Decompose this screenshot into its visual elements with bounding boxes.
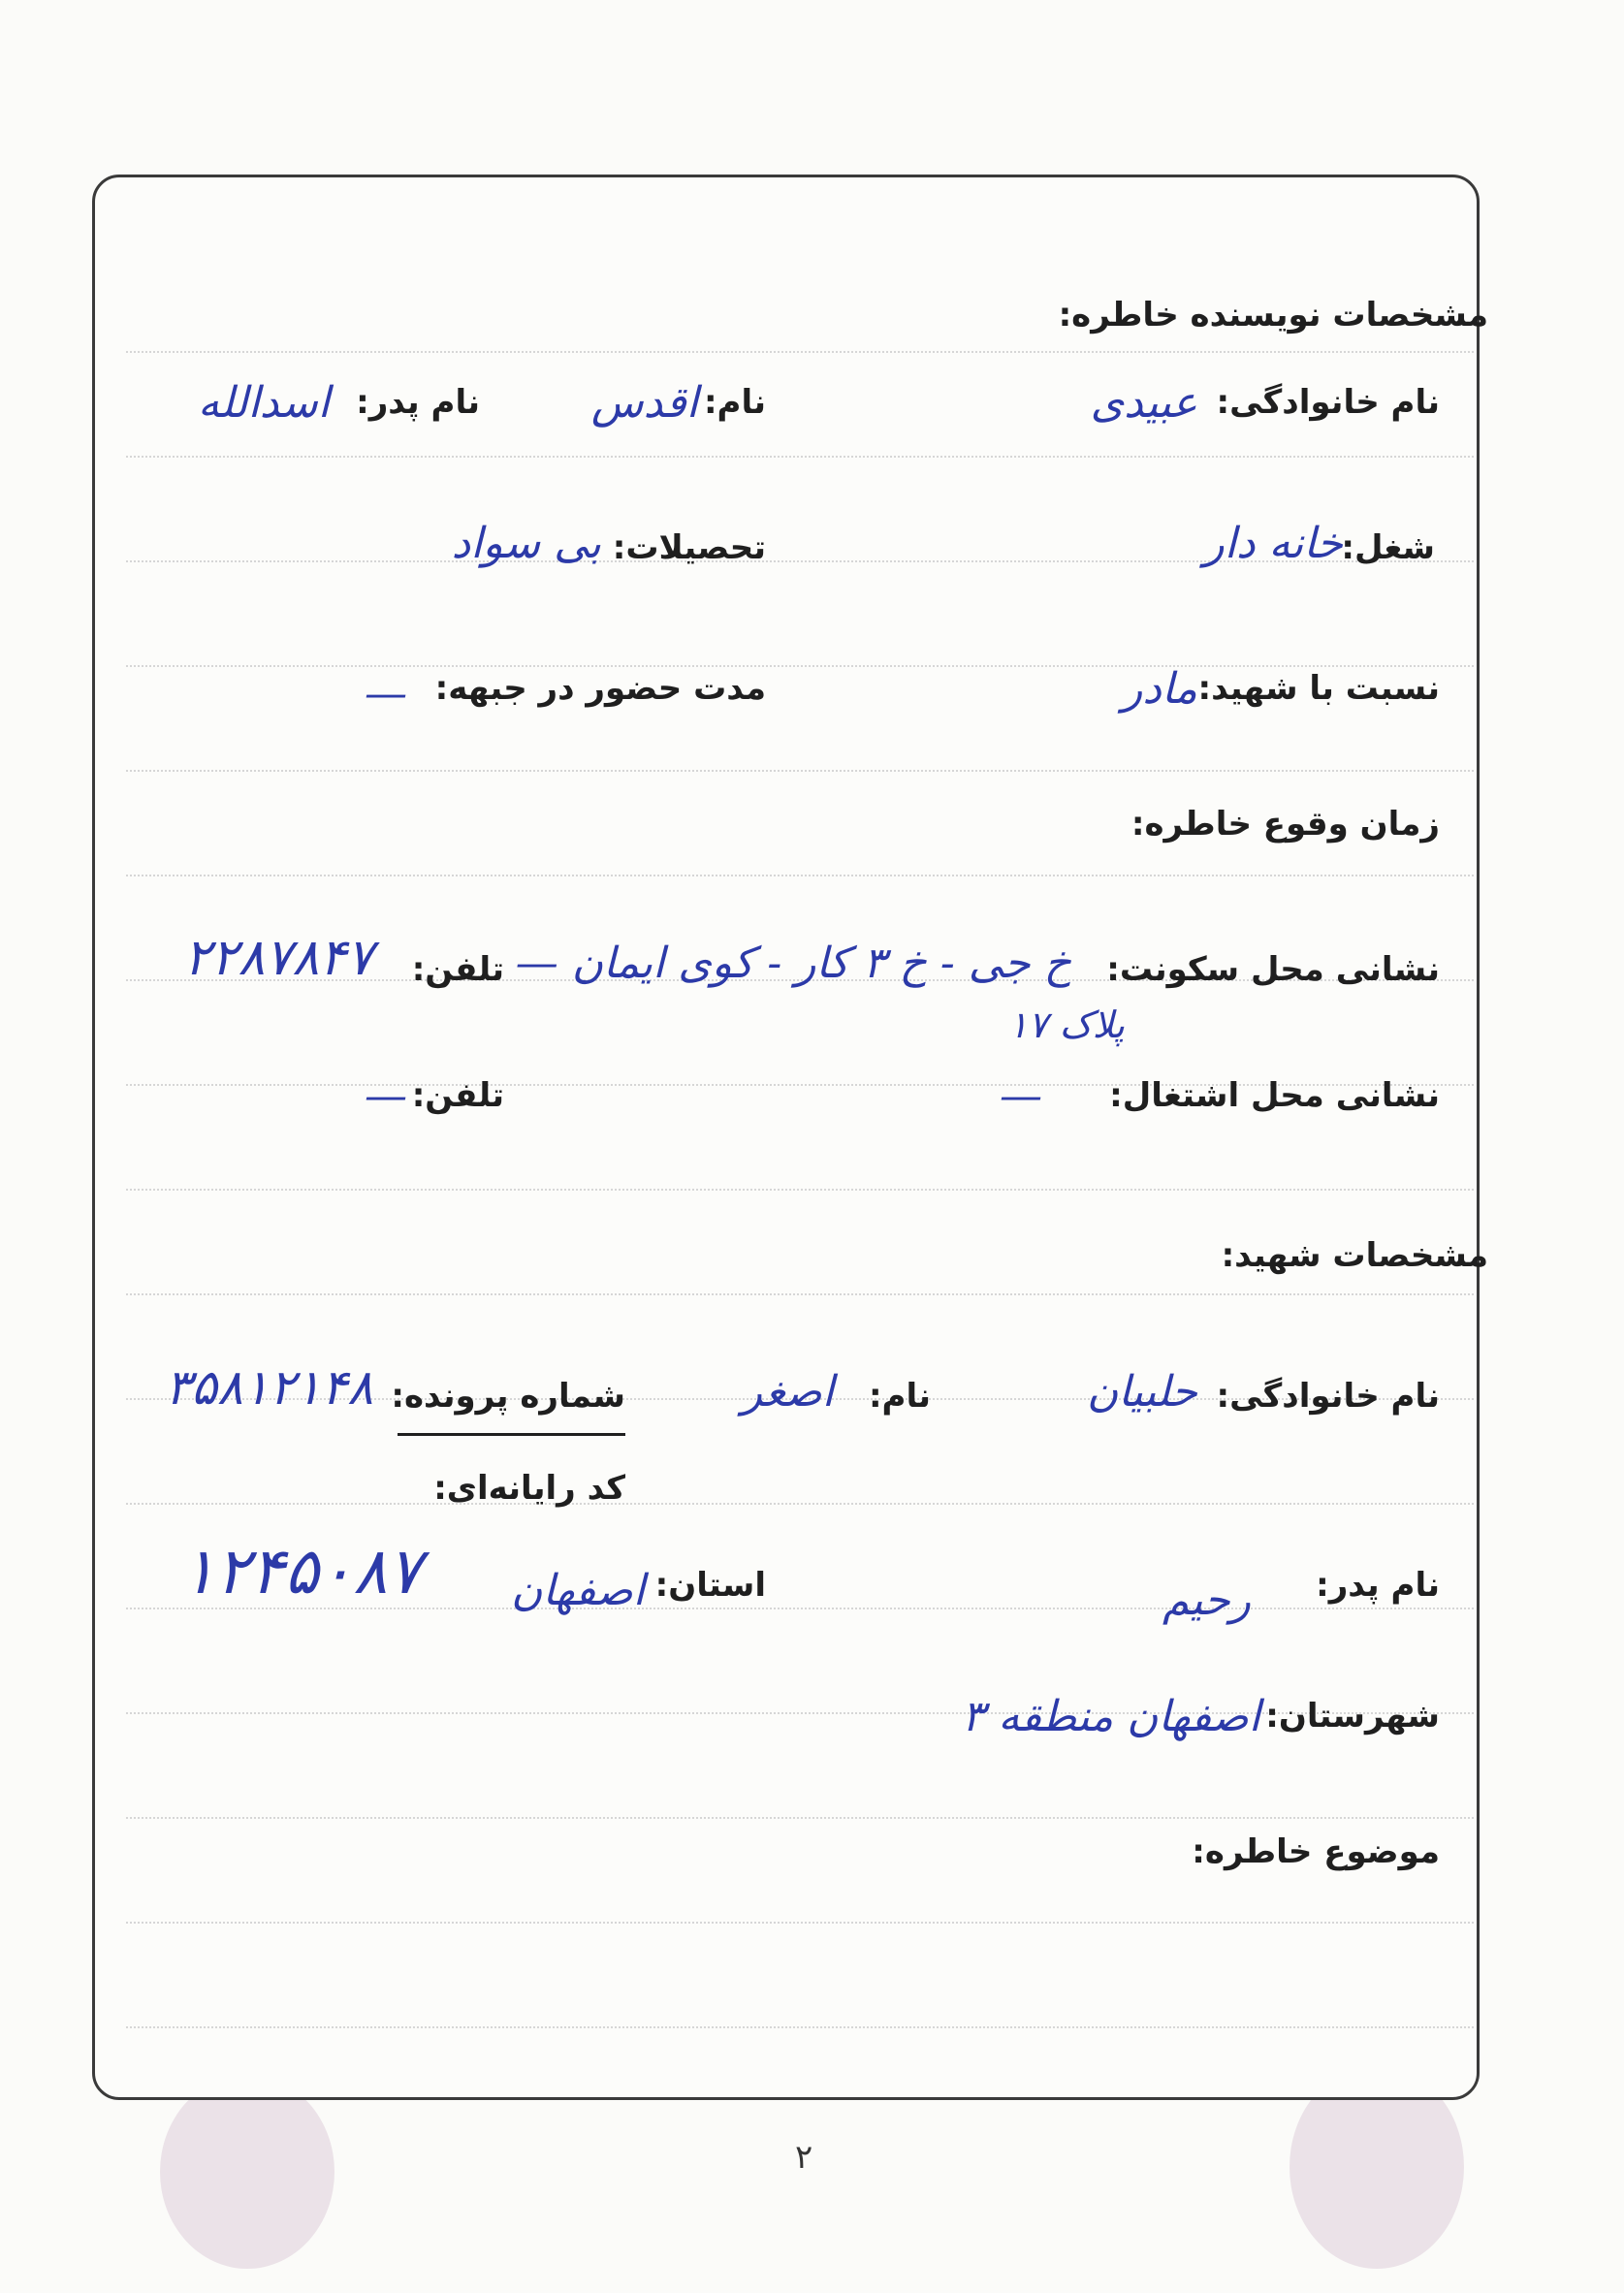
- ruled-line: [126, 1922, 1474, 1924]
- ruled-line: [126, 2026, 1474, 2028]
- writer-name-value: اقدس: [590, 378, 698, 428]
- ruled-line: [126, 770, 1474, 772]
- writer-education-label: تحصیلات:: [612, 528, 766, 567]
- martyr-section-title: مشخصات شهید:: [1221, 1236, 1488, 1275]
- martyr-father-name-value: رحیم: [1162, 1576, 1251, 1625]
- writer-home-phone-value: ۲۲۸۷۸۴۷: [183, 929, 373, 987]
- martyr-name-label: نام:: [868, 1377, 931, 1416]
- martyr-family-name-value: حلبیان: [1086, 1367, 1197, 1417]
- martyr-file-number-value: ۳۵۸۱۲۱۴۸: [165, 1359, 373, 1416]
- martyr-name-value: اصغر: [741, 1367, 834, 1417]
- writer-family-name-value: عبیدی: [1090, 378, 1197, 428]
- writer-name-label: نام:: [703, 383, 766, 422]
- writer-work-address-label: نشانی محل اشتغال:: [1109, 1076, 1440, 1115]
- martyr-file-number-label: شماره پرونده:: [391, 1377, 625, 1416]
- writer-work-phone-label: تلفن:: [411, 1076, 504, 1115]
- martyr-computer-code-value: ۱۲۴۵۰۸۷: [180, 1534, 422, 1608]
- writer-job-label: شغل:: [1341, 528, 1435, 567]
- writer-family-name-label: نام خانوادگی:: [1216, 383, 1440, 422]
- martyr-father-name-label: نام پدر:: [1316, 1566, 1440, 1605]
- writer-job-value: خانه دار: [1203, 519, 1343, 568]
- ruled-line: [126, 1293, 1474, 1295]
- file-number-underline: [398, 1433, 625, 1436]
- writer-section-title: مشخصات نویسنده خاطره:: [1058, 296, 1488, 334]
- writer-home-address-label: نشانی محل سکونت:: [1106, 950, 1440, 989]
- fingerprint-stamp-left: [160, 2075, 334, 2269]
- martyr-memory-subject-label: موضوع خاطره:: [1192, 1832, 1440, 1871]
- writer-education-value: بی سواد: [451, 519, 601, 568]
- martyr-province-value: اصفهان: [511, 1566, 645, 1615]
- ruled-line: [126, 456, 1474, 458]
- martyr-province-label: استان:: [654, 1566, 766, 1605]
- ruled-line: [126, 875, 1474, 876]
- writer-home-phone-label: تلفن:: [411, 950, 504, 989]
- ruled-line: [126, 1817, 1474, 1819]
- ruled-line: [126, 1503, 1474, 1505]
- writer-work-address-value: —: [1000, 1071, 1042, 1121]
- writer-front-duration-label: مدت حضور در جبهه:: [434, 669, 766, 708]
- ruled-line: [126, 665, 1474, 667]
- writer-relation-label: نسبت با شهید:: [1197, 669, 1440, 708]
- ruled-line: [126, 1189, 1474, 1191]
- writer-father-name-label: نام پدر:: [356, 383, 480, 422]
- writer-home-address-extra: پلاک ۱۷: [1007, 1003, 1125, 1046]
- martyr-county-value: اصفهان منطقه ۳: [961, 1692, 1260, 1741]
- writer-front-duration-value: —: [365, 669, 407, 718]
- ruled-line: [126, 351, 1474, 353]
- writer-home-address-value: خ جی - خ ۳ کار - کوی ایمان —: [515, 939, 1071, 988]
- page-number: ۲: [795, 2138, 813, 2177]
- martyr-computer-code-label: کد رایانه‌ای:: [433, 1469, 625, 1508]
- writer-relation-value: مادر: [1122, 664, 1197, 714]
- writer-father-name-value: اسدالله: [198, 378, 330, 428]
- martyr-county-label: شهرستان:: [1265, 1697, 1440, 1736]
- martyr-family-name-label: نام خانوادگی:: [1216, 1377, 1440, 1416]
- writer-memory-time-label: زمان وقوع خاطره:: [1130, 805, 1440, 844]
- form-frame: [92, 175, 1480, 2100]
- writer-work-phone-value: —: [365, 1071, 407, 1121]
